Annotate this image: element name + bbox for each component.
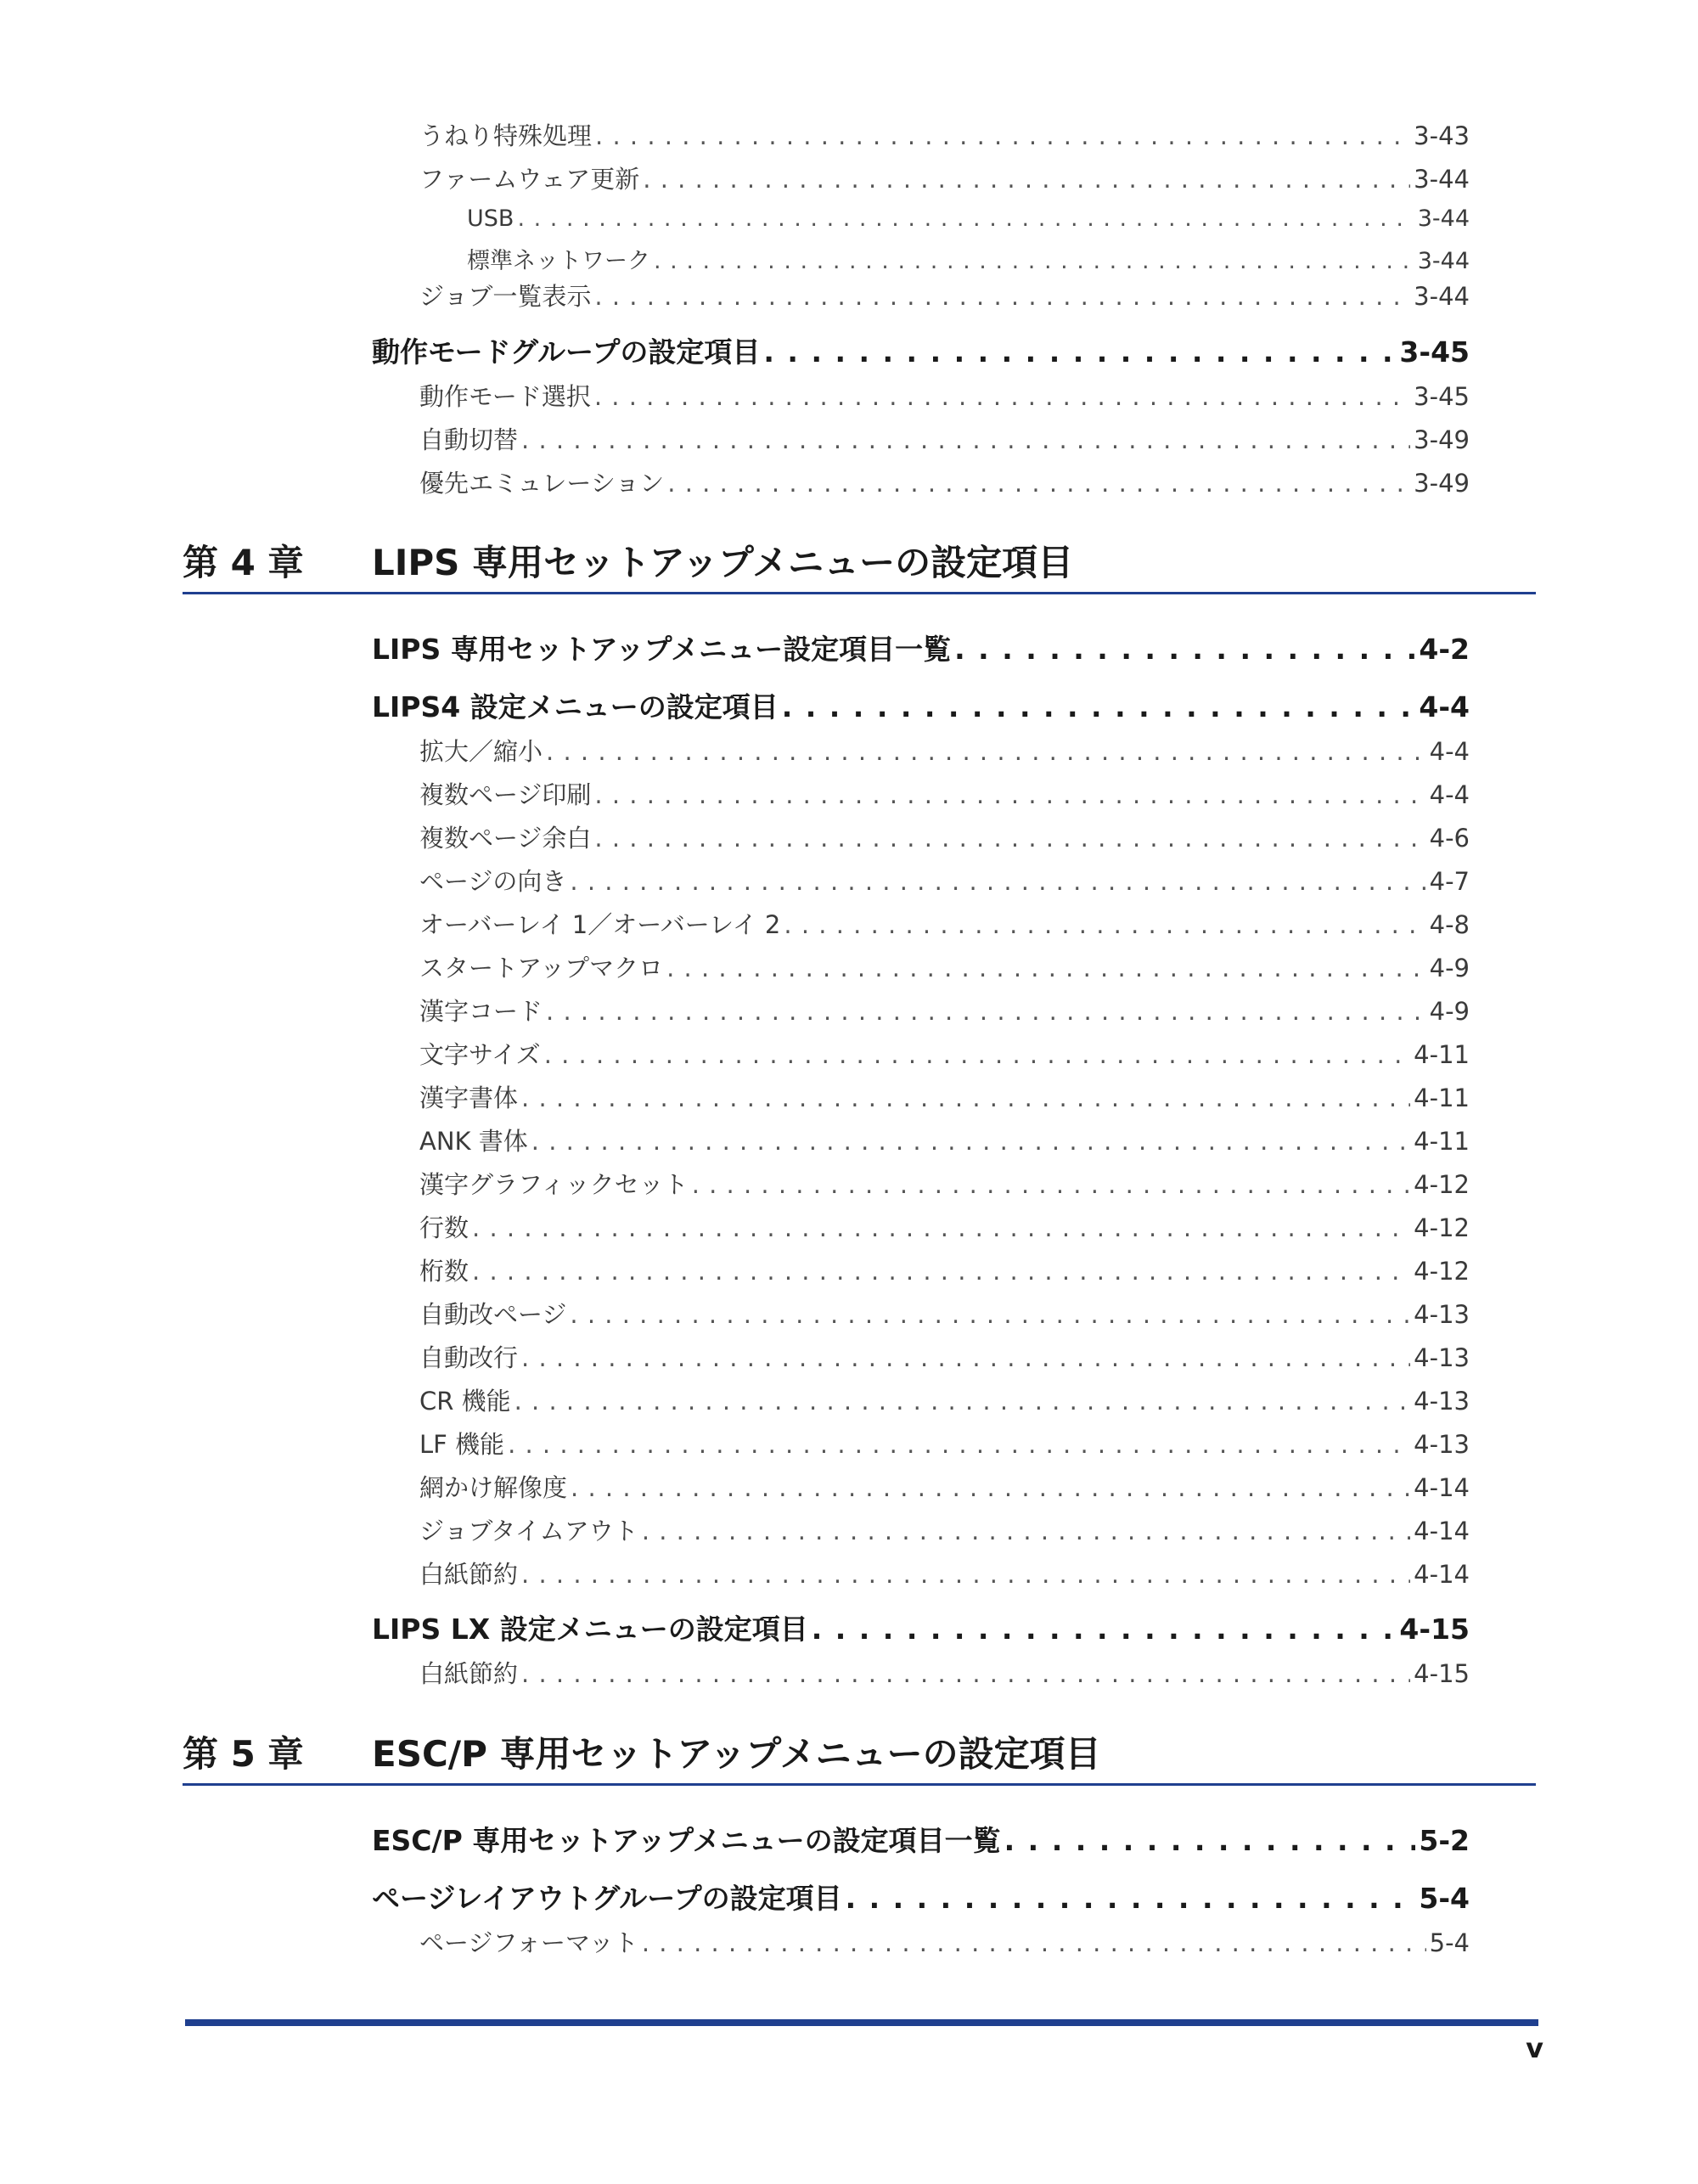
toc-entry-title: LF 機能 [419,1430,505,1459]
toc-entry-title: 優先エミュレーション [419,469,665,498]
toc-entry-title: うねり特殊処理 [419,121,593,150]
toc-section-page: 5-4 [1419,1882,1470,1915]
toc-entry[interactable] [419,464,1470,499]
toc-entry-page: 4-15 [1414,1659,1470,1688]
toc-entry[interactable] [419,1209,1470,1244]
toc-entry-title: 白紙節約 [419,1560,519,1589]
toc-section-title: ESC/P 専用セットアップメニューの設定項目一覧 [372,1824,1001,1857]
toc-entry-page: 4-11 [1414,1040,1470,1069]
dot-leader [784,910,1425,939]
dot-leader [595,121,1410,150]
dot-leader [594,824,1425,853]
chapter-number: 第 5 章 [183,1733,304,1775]
toc-entry-page: 4-13 [1414,1343,1470,1372]
dot-leader [594,382,1410,411]
toc-entry[interactable] [419,1079,1470,1114]
dot-leader [472,1257,1410,1286]
toc-entry[interactable] [419,1123,1470,1157]
toc-entry-title: ジョブタイムアウト [419,1517,638,1545]
toc-entry-title: 標準ネットワーク [467,248,650,274]
toc-section-page: 5-2 [1419,1824,1470,1857]
dot-leader [812,1613,1397,1646]
toc-entry-title: 複数ページ印刷 [419,780,592,809]
toc-entry[interactable] [419,160,1470,195]
toc-entry-page: 3-45 [1414,382,1470,411]
toc-entry[interactable] [419,1469,1470,1504]
toc-entry-title: ファームウェア更新 [419,165,640,194]
dot-leader [594,282,1410,311]
toc-entry[interactable] [419,378,1470,413]
chapter-number: 第 4 章 [183,542,304,583]
toc-entry-title: 自動切替 [419,425,519,454]
toc-entry-title: オーバーレイ 1／オーバーレイ 2 [419,910,781,939]
toc-entry-title: 桁数 [419,1257,469,1286]
toc-entry-page: 3-44 [1417,205,1470,232]
toc-entry-page: 4-12 [1414,1257,1470,1286]
toc-entry-page: 4-14 [1414,1560,1470,1589]
toc-entry[interactable] [419,1556,1470,1590]
toc-entry[interactable] [419,421,1470,456]
toc-entry-page: 3-49 [1414,469,1470,498]
toc-entry-title: 漢字コード [419,997,543,1026]
toc-entry-title: USB [467,205,514,232]
toc-section[interactable] [372,1819,1470,1859]
toc-entry[interactable] [419,733,1470,768]
dot-leader [570,867,1425,896]
toc-entry-title: ジョブ一覧表示 [419,282,592,311]
toc-entry-title: 行数 [419,1213,469,1242]
dot-leader [521,1560,1410,1589]
toc-entry-title: 拡大／縮小 [419,737,543,766]
toc-entry[interactable] [419,1036,1470,1071]
dot-leader [846,1882,1416,1915]
footer-rule [185,2019,1538,2026]
toc-entry-page: 3-44 [1414,282,1470,311]
dot-leader [521,1659,1410,1688]
chapter-title[interactable]: LIPS 専用セットアップメニューの設定項目 [372,542,1074,583]
chapter-rule [183,1783,1536,1786]
dot-leader [546,737,1426,766]
toc-entry-title: 網かけ解像度 [419,1473,568,1502]
toc-entry-title: 動作モード選択 [419,382,591,411]
chapter-title[interactable]: ESC/P 専用セットアップメニューの設定項目 [372,1733,1101,1775]
toc-entry-title: 複数ページ余白 [419,824,592,853]
toc-entry-page: 4-13 [1414,1387,1470,1416]
chapter-rule [183,592,1536,594]
toc-entry[interactable] [419,1426,1470,1461]
toc-entry-title: ANK 書体 [419,1127,528,1156]
dot-leader [642,1928,1426,1957]
toc-entry-page: 4-6 [1429,824,1470,853]
toc-section-page: 3-45 [1399,335,1470,369]
toc-section-title: LIPS4 設定メニューの設定項目 [372,690,779,723]
toc-entry-title: 自動改行 [419,1343,519,1372]
dot-leader [508,1430,1410,1459]
toc-entry[interactable] [419,819,1470,854]
toc-entry-title: CR 機能 [419,1387,511,1416]
toc-section[interactable] [372,685,1470,725]
toc-entry-title: スタートアップマクロ [419,954,664,982]
dot-leader [570,1300,1410,1329]
toc-entry-page: 4-8 [1429,910,1470,939]
dot-leader [594,780,1425,809]
toc-section-page: 4-4 [1419,690,1470,723]
dot-leader [546,997,1426,1026]
toc-entry-title: 自動改ページ [419,1300,567,1329]
toc-section-page: 4-2 [1419,633,1470,666]
toc-section[interactable] [372,628,1470,667]
toc-entry[interactable] [419,1655,1470,1690]
toc-section-title: 動作モードグループの設定項目 [372,335,761,369]
toc-entry[interactable] [419,278,1470,312]
dot-leader [472,1213,1410,1242]
toc-section[interactable] [372,1877,1470,1917]
toc-subentry[interactable] [467,242,1470,275]
dot-leader [654,248,1414,274]
dot-leader [521,1084,1410,1112]
dot-leader [954,633,1415,666]
toc-entry-page: 3-44 [1414,165,1470,194]
toc-entry-title: ページフォーマット [419,1928,638,1957]
dot-leader [1004,1824,1416,1857]
toc-entry[interactable] [419,906,1470,941]
toc-entry-page: 4-13 [1414,1300,1470,1329]
toc-entry-title: ページの向き [419,867,567,896]
toc-section-title: ページレイアウトグループの設定項目 [372,1882,842,1915]
dot-leader [521,1343,1410,1372]
dot-leader [517,205,1414,232]
dot-leader [782,690,1416,723]
toc-entry[interactable] [419,863,1470,898]
toc-entry[interactable] [419,1924,1470,1959]
toc-section-title: LIPS 専用セットアップメニュー設定項目一覧 [372,633,952,666]
toc-entry-page: 4-12 [1414,1213,1470,1242]
toc-entry[interactable] [419,1512,1470,1547]
toc-section-title: LIPS LX 設定メニューの設定項目 [372,1613,808,1646]
toc-entry-page: 4-12 [1414,1170,1470,1199]
toc-entry[interactable] [419,1296,1470,1331]
dot-leader [642,1517,1410,1545]
toc-entry[interactable] [419,117,1470,152]
toc-subentry[interactable] [467,205,1470,232]
toc-section-page: 4-15 [1399,1613,1470,1646]
toc-entry[interactable] [419,1339,1470,1374]
toc-entry-page: 4-11 [1414,1084,1470,1112]
toc-entry-page: 4-4 [1429,780,1470,809]
toc-entry-title: 白紙節約 [419,1659,519,1688]
toc-entry-title: 文字サイズ [419,1040,541,1069]
dot-leader [692,1170,1410,1199]
dot-leader [544,1040,1410,1069]
page-number: v [1526,2032,1543,2064]
dot-leader [667,469,1410,498]
dot-leader [531,1127,1410,1156]
dot-leader [666,954,1426,982]
toc-entry-page: 4-7 [1429,867,1470,896]
dot-leader [571,1473,1410,1502]
toc-entry[interactable] [419,949,1470,984]
toc-section[interactable] [372,1607,1470,1647]
toc-entry-title: 漢字書体 [419,1084,519,1112]
toc-entry-page: 4-4 [1429,737,1470,766]
toc-entry[interactable] [419,993,1470,1027]
toc-entry[interactable] [419,1252,1470,1287]
toc-entry-title: 漢字グラフィックセット [419,1170,689,1199]
toc-entry[interactable] [419,776,1470,811]
toc-section[interactable] [372,330,1470,370]
dot-leader [514,1387,1411,1416]
toc-entry-page: 4-13 [1414,1430,1470,1459]
toc-entry-page: 4-9 [1429,954,1470,982]
dot-leader [521,425,1410,454]
dot-leader [643,165,1410,194]
toc-entry-page: 4-14 [1414,1517,1470,1545]
toc-entry-page: 5-4 [1429,1928,1470,1957]
dot-leader [763,335,1396,369]
toc-entry-page: 3-49 [1414,425,1470,454]
toc-entry-page: 4-9 [1429,997,1470,1026]
toc-entry-page: 3-43 [1414,121,1470,150]
toc-entry-page: 4-11 [1414,1127,1470,1156]
toc-entry[interactable] [419,1166,1470,1201]
toc-entry[interactable] [419,1382,1470,1417]
toc-entry-page: 3-44 [1417,248,1470,274]
toc-entry-page: 4-14 [1414,1473,1470,1502]
